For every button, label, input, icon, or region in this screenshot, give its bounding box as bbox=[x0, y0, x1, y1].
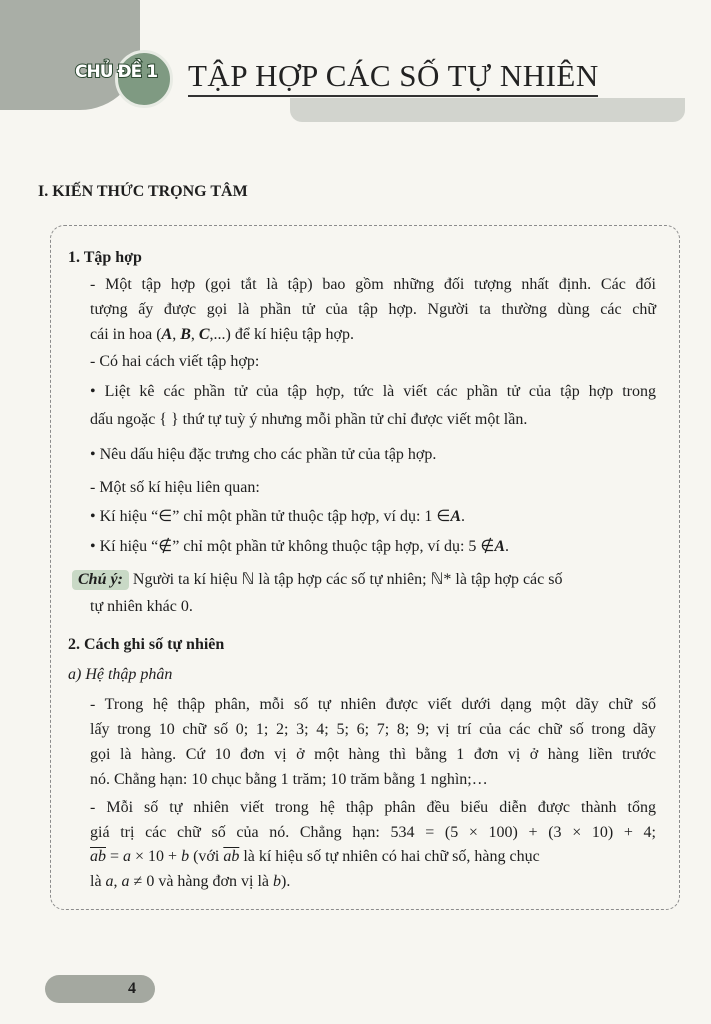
text-line: - Một số kí hiệu liên quan: bbox=[90, 479, 260, 496]
text: , bbox=[113, 873, 122, 890]
text-line: • Nêu dấu hiệu đặc trưng cho các phần tử của tập hợp. bbox=[90, 446, 437, 463]
text-line: giá trị các chữ số của nó. Chẳng hạn: 534 = (5 × 100) + (3 × 10) + 4; bbox=[90, 824, 656, 841]
text: cái in hoa ( bbox=[90, 326, 162, 343]
section-heading: I. KIẾN THỨC TRỌNG TÂM bbox=[38, 183, 248, 200]
math-var: $\overline{ab}$ bbox=[90, 848, 106, 865]
sub-heading: a) Hệ thập phân bbox=[68, 666, 173, 683]
page-number-bar bbox=[45, 975, 155, 1003]
text-line bbox=[90, 847, 540, 867]
text: • Kí hiệu “∈” chỉ một phần tử thuộc tập hợp, ví dụ: 1 ∈ bbox=[90, 508, 451, 525]
text-line: • Liệt kê các phần tử của tập hợp, tức là viết các phần tử của tập hợp trong bbox=[90, 383, 656, 400]
text: , bbox=[172, 326, 181, 343]
math-var: a bbox=[105, 873, 114, 890]
text: là kí hiệu số tự nhiên có hai chữ số, hàng chục bbox=[239, 848, 540, 865]
text: , bbox=[190, 326, 199, 343]
text: = bbox=[106, 848, 124, 865]
text-line bbox=[90, 872, 290, 892]
text: (với bbox=[189, 848, 224, 865]
text-line: - Mỗi số tự nhiên viết trong hệ thập phân đều biểu diễn được thành tổng bbox=[90, 799, 656, 816]
text: ,...) để kí hiệu tập hợp. bbox=[209, 326, 354, 343]
math-var: A bbox=[161, 326, 173, 343]
math-var: A bbox=[494, 538, 505, 555]
math-var: b bbox=[272, 873, 281, 890]
text-line: tự nhiên khác 0. bbox=[90, 598, 193, 615]
text-line: nó. Chẳng hạn: 10 chục bằng 1 trăm; 10 trăm bằng 1 nghìn;… bbox=[90, 771, 488, 788]
math-var: A bbox=[450, 508, 461, 525]
text: ). bbox=[280, 873, 291, 890]
math-var: $\overline{ab}$ bbox=[223, 848, 240, 865]
text-line: dấu ngoặc { } thứ tự tuỳ ý nhưng mỗi phần tử chỉ được viết một lần. bbox=[90, 411, 528, 428]
text: ≠ 0 và hàng đơn vị là bbox=[129, 873, 273, 890]
math-var: C bbox=[198, 326, 210, 343]
page-title: TẬP HỢP CÁC SỐ TỰ NHIÊN bbox=[188, 58, 599, 93]
text: là bbox=[90, 873, 106, 890]
math-var: B bbox=[180, 326, 191, 343]
text-line: - Một tập hợp (gọi tắt là tập) bao gồm những đối tượng nhất định. Các đối bbox=[90, 276, 656, 293]
text-line: gọi là hàng. Cứ 10 đơn vị ở một hàng thì bằng 1 đơn vị ở hàng liền trước bbox=[90, 746, 656, 763]
header-bar-decoration bbox=[290, 98, 685, 122]
text-line: • Kí hiệu “∉” chỉ một phần tử không thuộc tập hợp, ví dụ: 5 ∉A. bbox=[90, 538, 509, 555]
text-line: lấy trong 10 chữ số 0; 1; 2; 3; 4; 5; 6; 7; 8; 9; vị trí của các chữ số trong dãy bbox=[90, 721, 656, 738]
math-var: a bbox=[121, 873, 130, 890]
note-label: Chú ý: bbox=[72, 570, 129, 590]
title-underline bbox=[188, 95, 598, 97]
topic-badge: CHỦ ĐỀ 1 bbox=[75, 62, 158, 82]
text: Người ta kí hiệu ℕ là tập hợp các số tự nhiên; ℕ* là tập hợp các số bbox=[132, 571, 563, 588]
subsection-heading: 2. Cách ghi số tự nhiên bbox=[68, 636, 225, 653]
text-line: - Có hai cách viết tập hợp: bbox=[90, 353, 260, 370]
text: × 10 + bbox=[131, 848, 182, 865]
text-line: • Kí hiệu “∈” chỉ một phần tử thuộc tập hợp, ví dụ: 1 ∈A. bbox=[90, 508, 465, 525]
page-number: 4 bbox=[128, 980, 136, 997]
subsection-heading: 1. Tập hợp bbox=[68, 249, 142, 266]
note-line bbox=[72, 570, 562, 590]
text-line: tượng ấy được gọi là phần tử của tập hợp. Người ta thường dùng các chữ bbox=[90, 301, 656, 318]
text-line: - Trong hệ thập phân, mỗi số tự nhiên được viết dưới dạng một dãy chữ số bbox=[90, 696, 656, 713]
text: • Kí hiệu “∉” chỉ một phần tử không thuộc tập hợp, ví dụ: 5 ∉ bbox=[90, 538, 495, 555]
text-line bbox=[90, 325, 354, 345]
math-var: b bbox=[181, 848, 190, 865]
math-var: a bbox=[123, 848, 132, 865]
